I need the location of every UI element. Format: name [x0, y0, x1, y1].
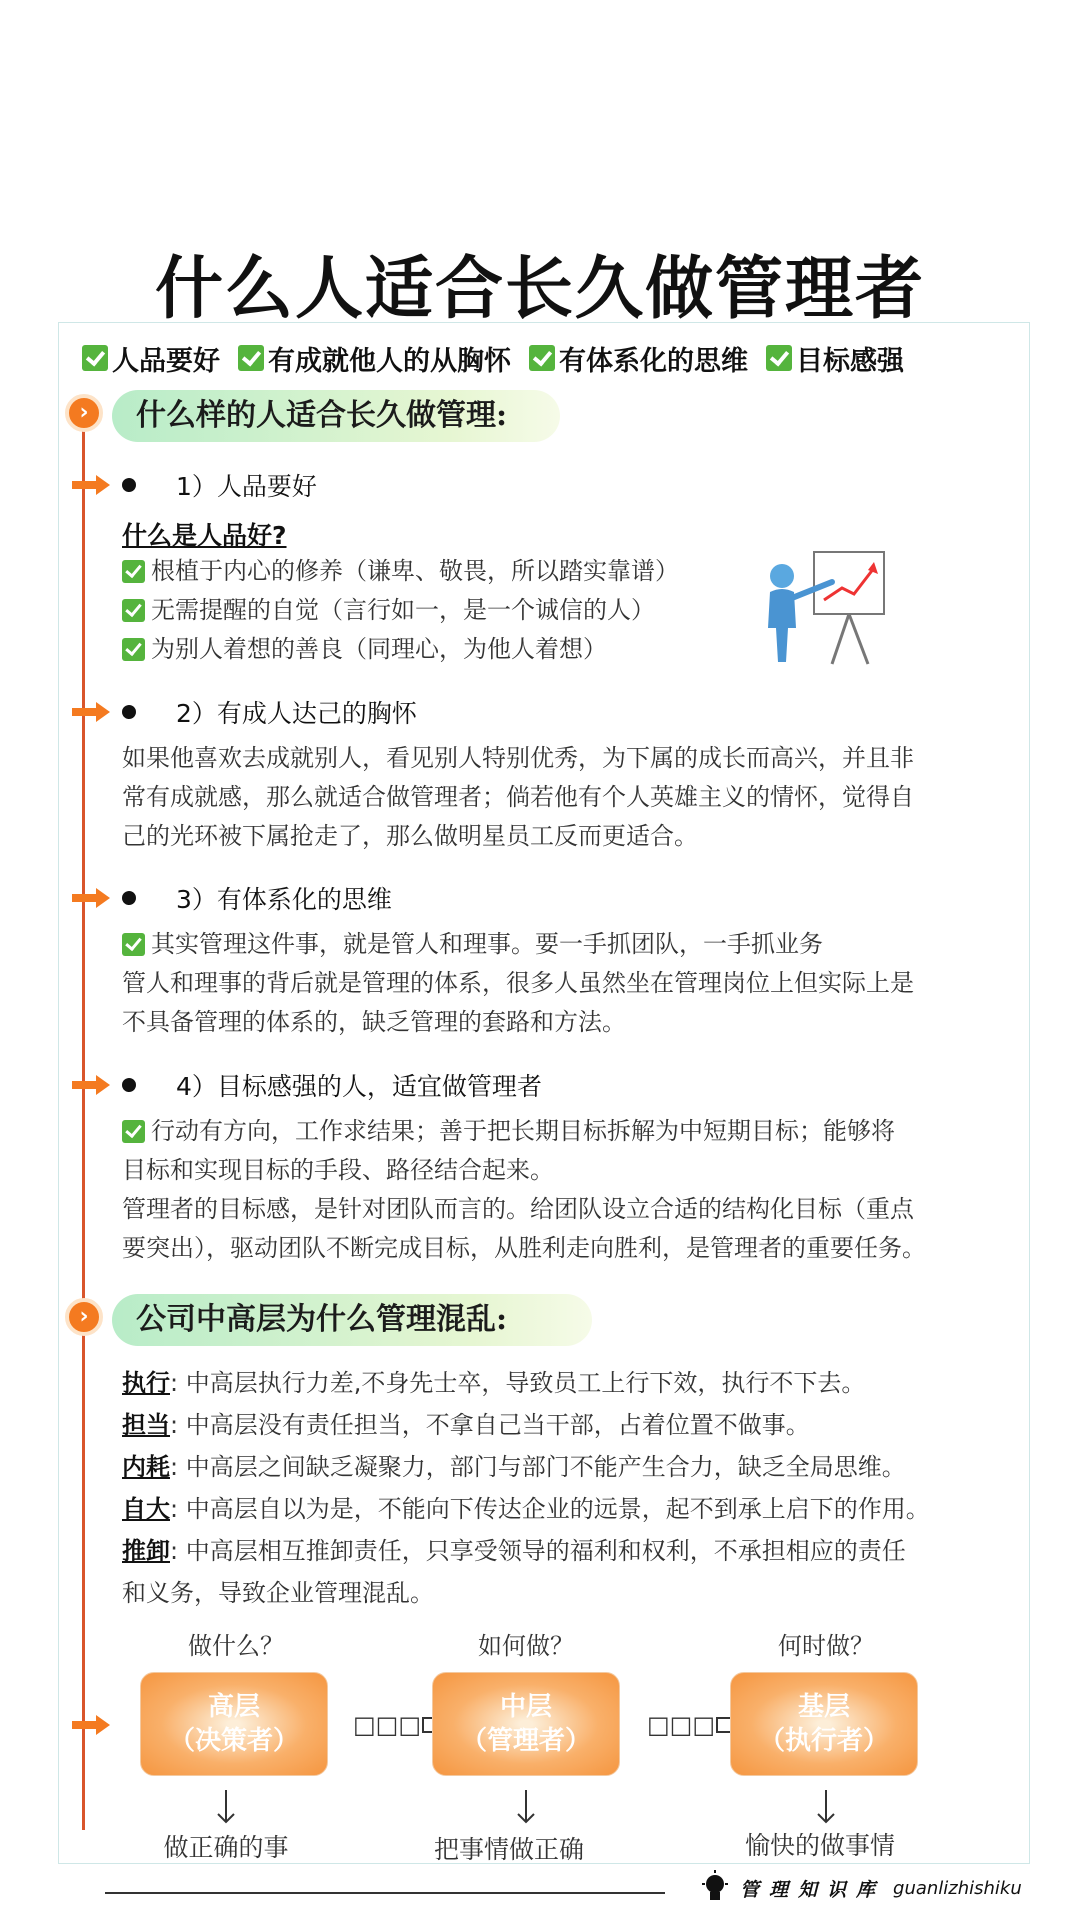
flow-box-bottom — [730, 1672, 918, 1776]
paragraph-line: 管理者的目标感，是针对团队而言的。给团队设立合适的结构化目标（重点 — [122, 1195, 914, 1223]
flow-result: 把事情做正确 — [433, 1835, 584, 1864]
tag-row — [82, 338, 1062, 378]
arrow-down-icon — [816, 1790, 836, 1824]
issue-key: 推卸 — [122, 1537, 170, 1565]
checkbox-icon — [238, 345, 264, 371]
issue-row — [122, 1362, 1042, 1404]
issue-key: 担当 — [122, 1411, 170, 1439]
issue-text: : 中高层相互推卸责任，只享受领导的福利和权利，不承担相应的责任 — [170, 1537, 906, 1565]
check-row — [122, 925, 1022, 964]
arrow-down-icon — [216, 1790, 236, 1824]
tag-label: 有体系化的思维 — [559, 345, 748, 377]
item-heading-text: 4）目标感强的人，适宜做管理者 — [176, 1072, 542, 1101]
chevron-right-icon: › — [65, 394, 103, 432]
flow-box-top — [140, 1672, 328, 1776]
tag-label: 人品要好 — [112, 345, 220, 377]
issue-row — [122, 1488, 1042, 1530]
issue-row: 和义务，导致企业管理混乱。 — [122, 1579, 434, 1607]
box-role: （执行者） — [758, 1726, 889, 1756]
check-list — [122, 552, 679, 669]
flow-question: 做什么？ — [188, 1632, 284, 1660]
issue-row — [122, 1446, 1042, 1488]
paragraph-line: 如果他喜欢去成就别人，看见别人特别优秀，为下属的成长而高兴，并且非 — [122, 744, 914, 772]
box-title: 基层 — [797, 1692, 850, 1722]
checkbox-icon — [122, 638, 145, 661]
checkbox-icon — [122, 1120, 145, 1143]
tag-item — [529, 339, 748, 378]
lightbulb-icon — [700, 1870, 730, 1906]
item-heading — [122, 1067, 542, 1103]
issue-text: : 中高层之间缺乏凝聚力，部门与部门不能产生合力，缺乏全局思维。 — [170, 1453, 906, 1481]
section-heading-1: 什么样的人适合长久做管理: — [112, 390, 560, 442]
checkbox-icon — [766, 345, 792, 371]
tag-item — [82, 339, 220, 378]
checkbox-icon — [122, 933, 145, 956]
footer-divider — [105, 1892, 665, 1894]
section-heading-2: 公司中高层为什么管理混乱: — [112, 1294, 592, 1346]
footer-brand-name: 管理知识库 — [740, 1878, 886, 1901]
flow-result: 做正确的事 — [163, 1833, 289, 1862]
flow-box-middle — [432, 1672, 620, 1776]
item-heading-text: 1）人品要好 — [176, 472, 317, 501]
timeline-line — [82, 410, 85, 1830]
arrow-right-icon — [72, 1715, 110, 1735]
item-heading-text: 2）有成人达己的胸怀 — [176, 699, 417, 728]
arrow-right-icon — [72, 888, 110, 908]
footer-brand — [700, 1870, 1022, 1906]
arrow-down-icon — [516, 1790, 536, 1824]
item-heading — [122, 467, 317, 503]
page-title: 什么人适合长久做管理者 — [154, 250, 925, 329]
item-heading — [122, 694, 417, 730]
box-title: 中层 — [499, 1692, 552, 1722]
flow-result: 愉快的做事情 — [744, 1831, 895, 1860]
tag-item — [766, 339, 904, 378]
flow-question: 如何做？ — [478, 1632, 574, 1660]
checkbox-icon — [82, 345, 108, 371]
check-text: 为别人着想的善良（同理心，为他人着想） — [151, 635, 607, 663]
issue-text: : 中高层自以为是，不能向下传达企业的远景，起不到承上启下的作用。 — [170, 1495, 930, 1523]
presenter-icon — [752, 548, 902, 668]
issue-row — [122, 1404, 1042, 1446]
bullet-dot — [122, 1078, 136, 1092]
checkbox-icon — [122, 599, 145, 622]
paragraph-line: 己的光环被下属抢走了，那么做明星员工反而更适合。 — [122, 822, 698, 850]
item-subheading: 什么是人品好? — [122, 521, 287, 550]
checkbox-icon — [529, 345, 555, 371]
checkbox-icon — [122, 560, 145, 583]
check-row — [122, 1112, 1022, 1151]
issue-text: : 中高层执行力差,不身先士卒，导致员工上行下效，执行不下去。 — [170, 1369, 866, 1397]
issue-key: 内耗 — [122, 1453, 170, 1481]
tag-label: 目标感强 — [796, 345, 904, 377]
paragraph-line: 管人和理事的背后就是管理的体系，很多人虽然坐在管理岗位上但实际上是 — [122, 969, 914, 997]
check-row — [122, 630, 679, 669]
chevron-right-icon: › — [65, 1298, 103, 1336]
paragraph-line: 不具备管理的体系的，缺乏管理的套路和方法。 — [122, 1008, 626, 1036]
check-text: 根植于内心的修养（谦卑、敬畏，所以踏实靠谱） — [151, 557, 679, 585]
connector-text: □□□ — [353, 1711, 422, 1739]
issue-list — [122, 1362, 1042, 1614]
item-paragraph — [122, 1112, 1022, 1268]
box-role: （管理者） — [460, 1726, 591, 1756]
tag-item — [238, 339, 511, 378]
item-heading — [122, 880, 392, 916]
flow-question: 何时做？ — [778, 1632, 874, 1660]
item-paragraph — [122, 739, 1022, 856]
arrow-right-icon — [72, 475, 110, 495]
check-row — [122, 591, 679, 630]
issue-text: : 中高层没有责任担当，不拿自己当干部，占着位置不做事。 — [170, 1411, 810, 1439]
paragraph-line: 常有成就感，那么就适合做管理者；倘若他有个人英雄主义的情怀，觉得自 — [122, 783, 914, 811]
check-text: 无需提醒的自觉（言行如一，是一个诚信的人） — [151, 596, 655, 624]
bullet-dot — [122, 705, 136, 719]
tag-label: 有成就他人的从胸怀 — [268, 345, 511, 377]
box-title: 高层 — [207, 1692, 260, 1722]
bullet-dot — [122, 891, 136, 905]
arrow-right-icon — [72, 1075, 110, 1095]
issue-key: 自大 — [122, 1495, 170, 1523]
item-heading-text: 3）有体系化的思维 — [176, 885, 392, 914]
footer-site: guanlizhishiku — [893, 1877, 1022, 1899]
check-text: 其实管理这件事，就是管人和理事。要一手抓团队，一手抓业务 — [151, 930, 823, 958]
item-paragraph — [122, 925, 1022, 1042]
check-text: 行动有方向，工作求结果；善于把长期目标拆解为中短期目标；能够将 — [151, 1117, 895, 1145]
issue-row — [122, 1530, 1042, 1572]
paragraph-line: 目标和实现目标的手段、路径结合起来。 — [122, 1156, 554, 1184]
arrow-right-icon — [72, 702, 110, 722]
issue-key: 执行 — [122, 1369, 170, 1397]
box-role: （决策者） — [168, 1726, 299, 1756]
connector-text: □□□ — [647, 1711, 716, 1739]
bullet-dot — [122, 478, 136, 492]
paragraph-line: 要突出），驱动团队不断完成目标，从胜利走向胜利，是管理者的重要任务。 — [122, 1234, 926, 1262]
check-row — [122, 552, 679, 591]
